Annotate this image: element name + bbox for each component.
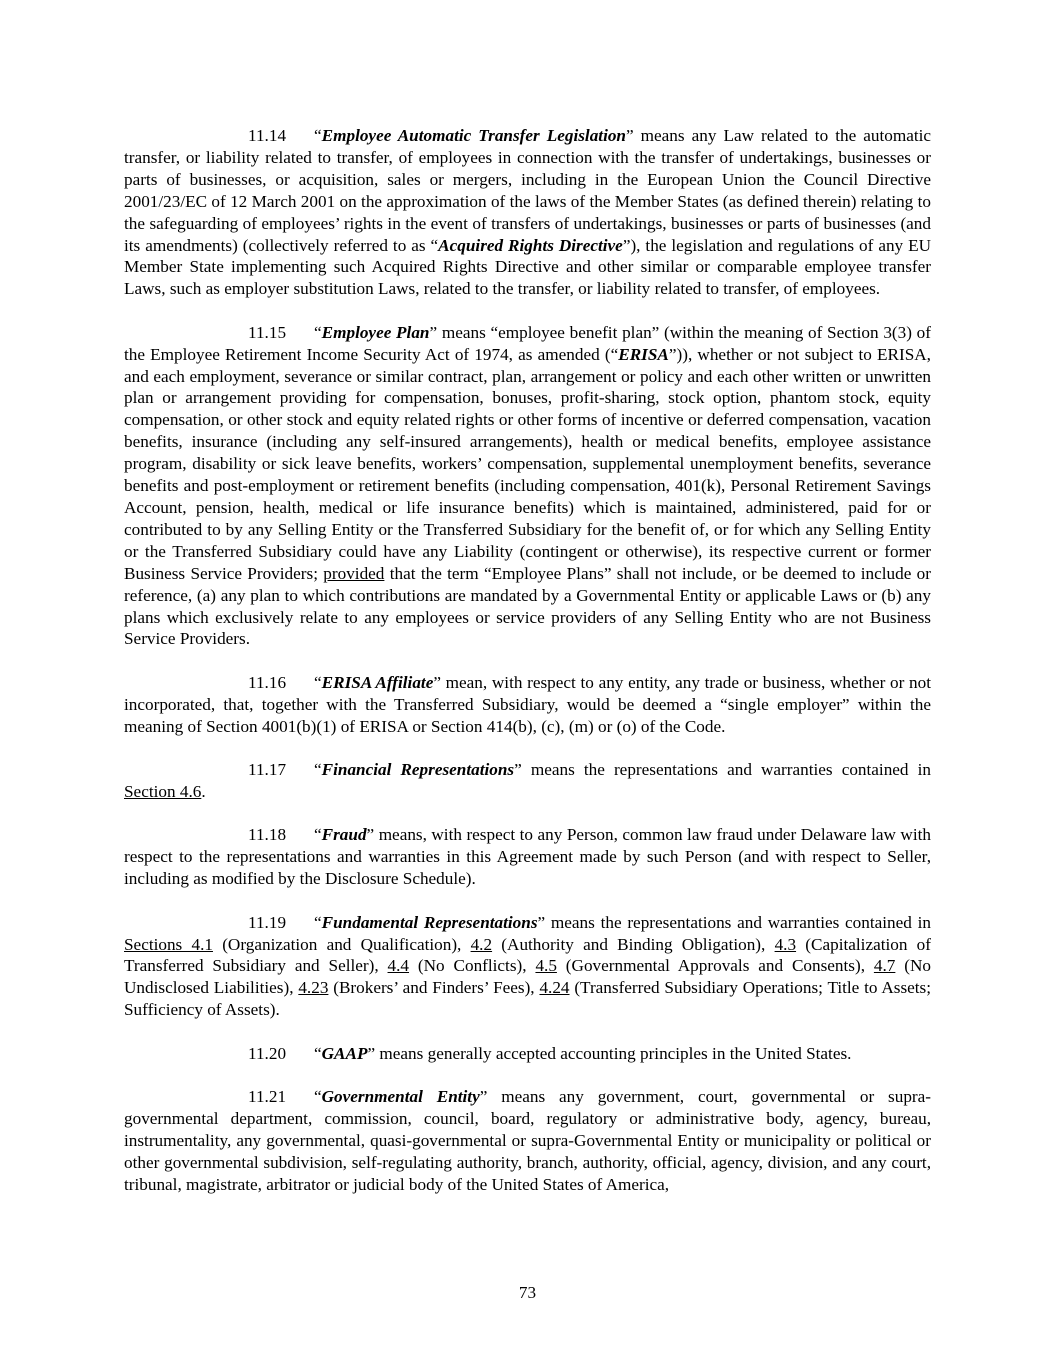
page-number: 73 bbox=[518, 1283, 537, 1302]
section-number: 11.14 bbox=[248, 126, 287, 145]
definition-11-15: 11.15 “Employee Plan” means “employee benefit plan” (within the meaning of Section 3(3) of the Employee Retirement Income Security Act of 1974, as amended (“ERISA”)), whether or not subject to ERISA, and each employment, severance or similar contract, plan, arrangement or policy and each other written or unwritten plan or arrangement providing for compensation, bonuses, profit-sharing, stock option, phantom stock, equity compensation, or other stock and equity related rights or other forms of incentive or deferred compensation, vacation benefits, insurance (including any self-insured arrangements), health or medical benefits, employee assistance program, disability or sick leave benefits, workers’ compensation, supplemental unemployment benefits, severance benefits and post-employment or retirement benefits (including compensation, 401(k), Personal Retirement Savings Account, pension, health, medical or life insurance benefits) which is maintained, administered, paid for or contributed to by any Selling Entity or the Transferred Subsidiary for the benefit of, or for which any Selling Entity or the Transferred Subsidiary could have any Liability (contingent or otherwise), its respective current or former Business Service Providers; provided that the term “Employee Plans” shall not include, or be deemed to include or reference, (a) any plan to which contributions are mandated by a Governmental Entity or applicable Laws or (b) any plans which exclusively relate to any employees or service providers of any Selling Entity who are not Business Service Providers. bbox=[124, 322, 932, 649]
defined-term: Fraud bbox=[321, 825, 367, 845]
definition-text: mean, with respect to any entity, any trade or business, whether or not incorporated, that, together with the Transferred Subsidiary, would be deemed a “single employer” within the meaning of Section 4001(b)(1) of ERISA or Section 414(b), (c), (m) or (o) of the Code. bbox=[124, 672, 931, 736]
section-reference: 4.5 bbox=[535, 956, 557, 976]
section-reference: Section 4.6 bbox=[124, 781, 202, 801]
definition-11-14: 11.14 “Employee Automatic Transfer Legislation” means any Law related to the automatic transfer, or liability related to transfer, of employees in connection with the transfer of undertakings, businesses or parts of businesses, or acquisition, sales or mergers, including in the European Union the Council Directive 2001/23/EC of 12 March 2001 on the approximation of the laws of the Member States (as defined therein) relating to the safeguarding of employees’ rights in the event of transfers of undertakings, businesses or parts of businesses (and its amendments) (collectively referred to as “Acquired Rights Directive”), the legislation and regulations of any EU Member State implementing such Acquired Rights Directive and other similar or comparable employee transfer Laws, such as employer substitution Laws, related to the transfer, or liability related to transfer, of employees. bbox=[124, 126, 932, 299]
definition-text: (Capitalization of Transferred Subsidiary and Seller), bbox=[124, 934, 931, 976]
section-number: 11.16 bbox=[248, 672, 287, 692]
definition-11-18: 11.18 “Fraud” means, with respect to any Person, common law fraud under Delaware law with respect to the representations and warranties in this Agreement made by such Person (and with respect to Seller, including as modified by the Disclosure Schedule). bbox=[124, 825, 931, 889]
definition-text: means generally accepted accounting principles in the United States. bbox=[375, 1043, 852, 1063]
section-reference: 4.7 bbox=[873, 956, 896, 976]
defined-term: GAAP bbox=[321, 1043, 368, 1063]
definition-text: (Authority and Binding Obligation), bbox=[492, 934, 775, 954]
section-number: 11.19 bbox=[248, 912, 287, 932]
definition-text: (No Conflicts), bbox=[409, 956, 536, 976]
definition-text: (Brokers’ and Finders’ Fees), bbox=[328, 978, 540, 998]
definition-text: ”), the legislation and regulations of any EU Member State implementing such Acquired Rights Directive and other similar or comparable employee transfer Laws, such as employer substitution Laws, related to the transfer, or liability related to transfer, of employees. bbox=[124, 235, 932, 299]
section-number: 11.21 bbox=[248, 1087, 287, 1107]
defined-term: ERISA bbox=[618, 344, 669, 364]
defined-term: ERISA Affiliate bbox=[321, 672, 434, 692]
document-body bbox=[124, 125, 931, 1217]
definition-text: (Organization and Qualification), bbox=[212, 934, 471, 954]
definition-text: means “employee benefit plan” (within the meaning of Section 3(3) of the Employee Retirement Income Security Act of 1974, as amended (“ bbox=[124, 322, 932, 364]
definition-text: . bbox=[201, 781, 206, 801]
defined-term: Employee Plan bbox=[321, 322, 430, 342]
section-reference: 4.3 bbox=[774, 934, 797, 954]
defined-term: Fundamental Representations bbox=[321, 912, 538, 932]
definition-text: that the term “Employee Plans” shall not include, or be deemed to include or reference, (a) any plan to which contributions are mandated by a Governmental Entity or applicable Laws or (b) any plans which exclusively relate to any employees or service providers of any Selling Entity who are not Business Service Providers. bbox=[124, 563, 931, 649]
section-reference: 4.23 bbox=[298, 978, 329, 998]
definition-text: means the representations and warranties contained in bbox=[521, 760, 931, 780]
definition-text: means any Law related to the automatic transfer, or liability related to transfer, of employees in connection with the transfer of undertakings, businesses or parts of businesses, or acquisition, sales or mergers, including in the European Union the Council Directive 2001/23/EC of 12 March 2001 on the approximation of the laws of the Member States (as defined therein) relating to the safeguarding of employees’ rights in the event of transfers of undertakings, businesses or parts of businesses (and its amendments) (collectively referred to as “ bbox=[124, 126, 932, 255]
definition-text: (Governmental Approvals and Consents), bbox=[556, 956, 874, 976]
definition-11-20: 11.20 “GAAP” means generally accepted accounting principles in the United States. bbox=[248, 1043, 852, 1063]
section-reference: Sections 4.1 bbox=[124, 934, 213, 954]
underlined-term: provided bbox=[323, 563, 385, 583]
section-number: 11.15 bbox=[248, 322, 287, 342]
definition-11-16: 11.16 “ERISA Affiliate” mean, with respect to any entity, any trade or business, whether or not incorporated, that, together with the Transferred Subsidiary, would be deemed a “single employer” within the meaning of Section 4001(b)(1) of ERISA or Section 414(b), (c), (m) or (o) of the Code. bbox=[124, 672, 931, 736]
defined-term: Governmental Entity bbox=[321, 1087, 480, 1107]
defined-term: Acquired Rights Directive bbox=[438, 235, 623, 255]
section-reference: 4.2 bbox=[470, 934, 493, 954]
section-number: 11.17 bbox=[248, 760, 287, 780]
section-number: 11.20 bbox=[248, 1043, 287, 1063]
definition-11-17: 11.17 “Financial Representations” means the representations and warranties contained in Section 4.6. bbox=[124, 760, 931, 801]
definition-text: (Transferred Subsidiary Operations; Title to Assets; Sufficiency of Assets). bbox=[124, 978, 932, 1020]
definition-text: means the representations and warranties contained in bbox=[545, 912, 931, 932]
definition-text: means any government, court, governmental or supra-governmental department, commission, council, board, regulatory or administrative body, agency, bureau, instrumentality, any governmental, quasi-governmental or supra-Governmental Entity or municipality or political or other governmental subdivision, self-regulating authority, branch, authority, official, agency, division, and any court, tribunal, magistrate, arbitrator or judicial body of the United States of America, bbox=[124, 1087, 931, 1194]
defined-term: Employee Automatic Transfer Legislation bbox=[321, 126, 626, 145]
definition-text: (No Undisclosed Liabilities), bbox=[124, 956, 931, 998]
section-number: 11.18 bbox=[248, 825, 287, 845]
definition-text: ”)), whether or not subject to ERISA, and each employment, severance or similar contract, plan, arrangement or policy and each other written or unwritten plan or arrangement providing for compensation, bonuses, profit-sharing, stock option, phantom stock, equity compensation, or other stock and equity related rights or other forms of incentive or deferred compensation, vacation benefits, insurance (including any self-insured arrangements), health or medical benefits, employee assistance program, disability or sick leave benefits, workers’ compensation, supplemental unemployment benefits, severance benefits and post-employment or retirement benefits (including compensation, 401(k), Personal Retirement Savings Account, pension, health, medical or life insurance benefits) which is maintained, administered, paid for or contributed to by any Selling Entity or the Transferred Subsidiary for the benefit of, or for which any Selling Entity or the Transferred Subsidiary could have any Liability (contingent or otherwise), its respective current or former Business Service Providers; bbox=[124, 344, 931, 583]
definition-11-21: 11.21 “Governmental Entity” means any government, court, governmental or supra-governmental department, commission, council, board, regulatory or administrative body, agency, bureau, instrumentality, any governmental, quasi-governmental or supra-Governmental Entity or municipality or political or other governmental subdivision, self-regulating authority, branch, authority, official, agency, division, and any court, tribunal, magistrate, arbitrator or judicial body of the United States of America, bbox=[124, 1087, 931, 1194]
definition-text: means, with respect to any Person, common law fraud under Delaware law with respect to the representations and warranties in this Agreement made by such Person (and with respect to Seller, including as modified by the Disclosure Schedule). bbox=[124, 825, 931, 889]
section-reference: 4.24 bbox=[539, 978, 570, 998]
section-reference: 4.4 bbox=[387, 956, 410, 976]
defined-term: Financial Representations bbox=[321, 760, 515, 780]
definition-11-19: 11.19 “Fundamental Representations” means the representations and warranties contained in Sections 4.1 (Organization and Qualification), 4.2 (Authority and Binding Obligation), 4.3 (Capitalization of Transferred Subsidiary and Seller), 4.4 (No Conflicts), 4.5 (Governmental Approvals and Consents), 4.7 (No Undisclosed Liabilities), 4.23 (Brokers’ and Finders’ Fees), 4.24 (Transferred Subsidiary Operations; Title to Assets; Sufficiency of Assets). bbox=[124, 912, 932, 1020]
